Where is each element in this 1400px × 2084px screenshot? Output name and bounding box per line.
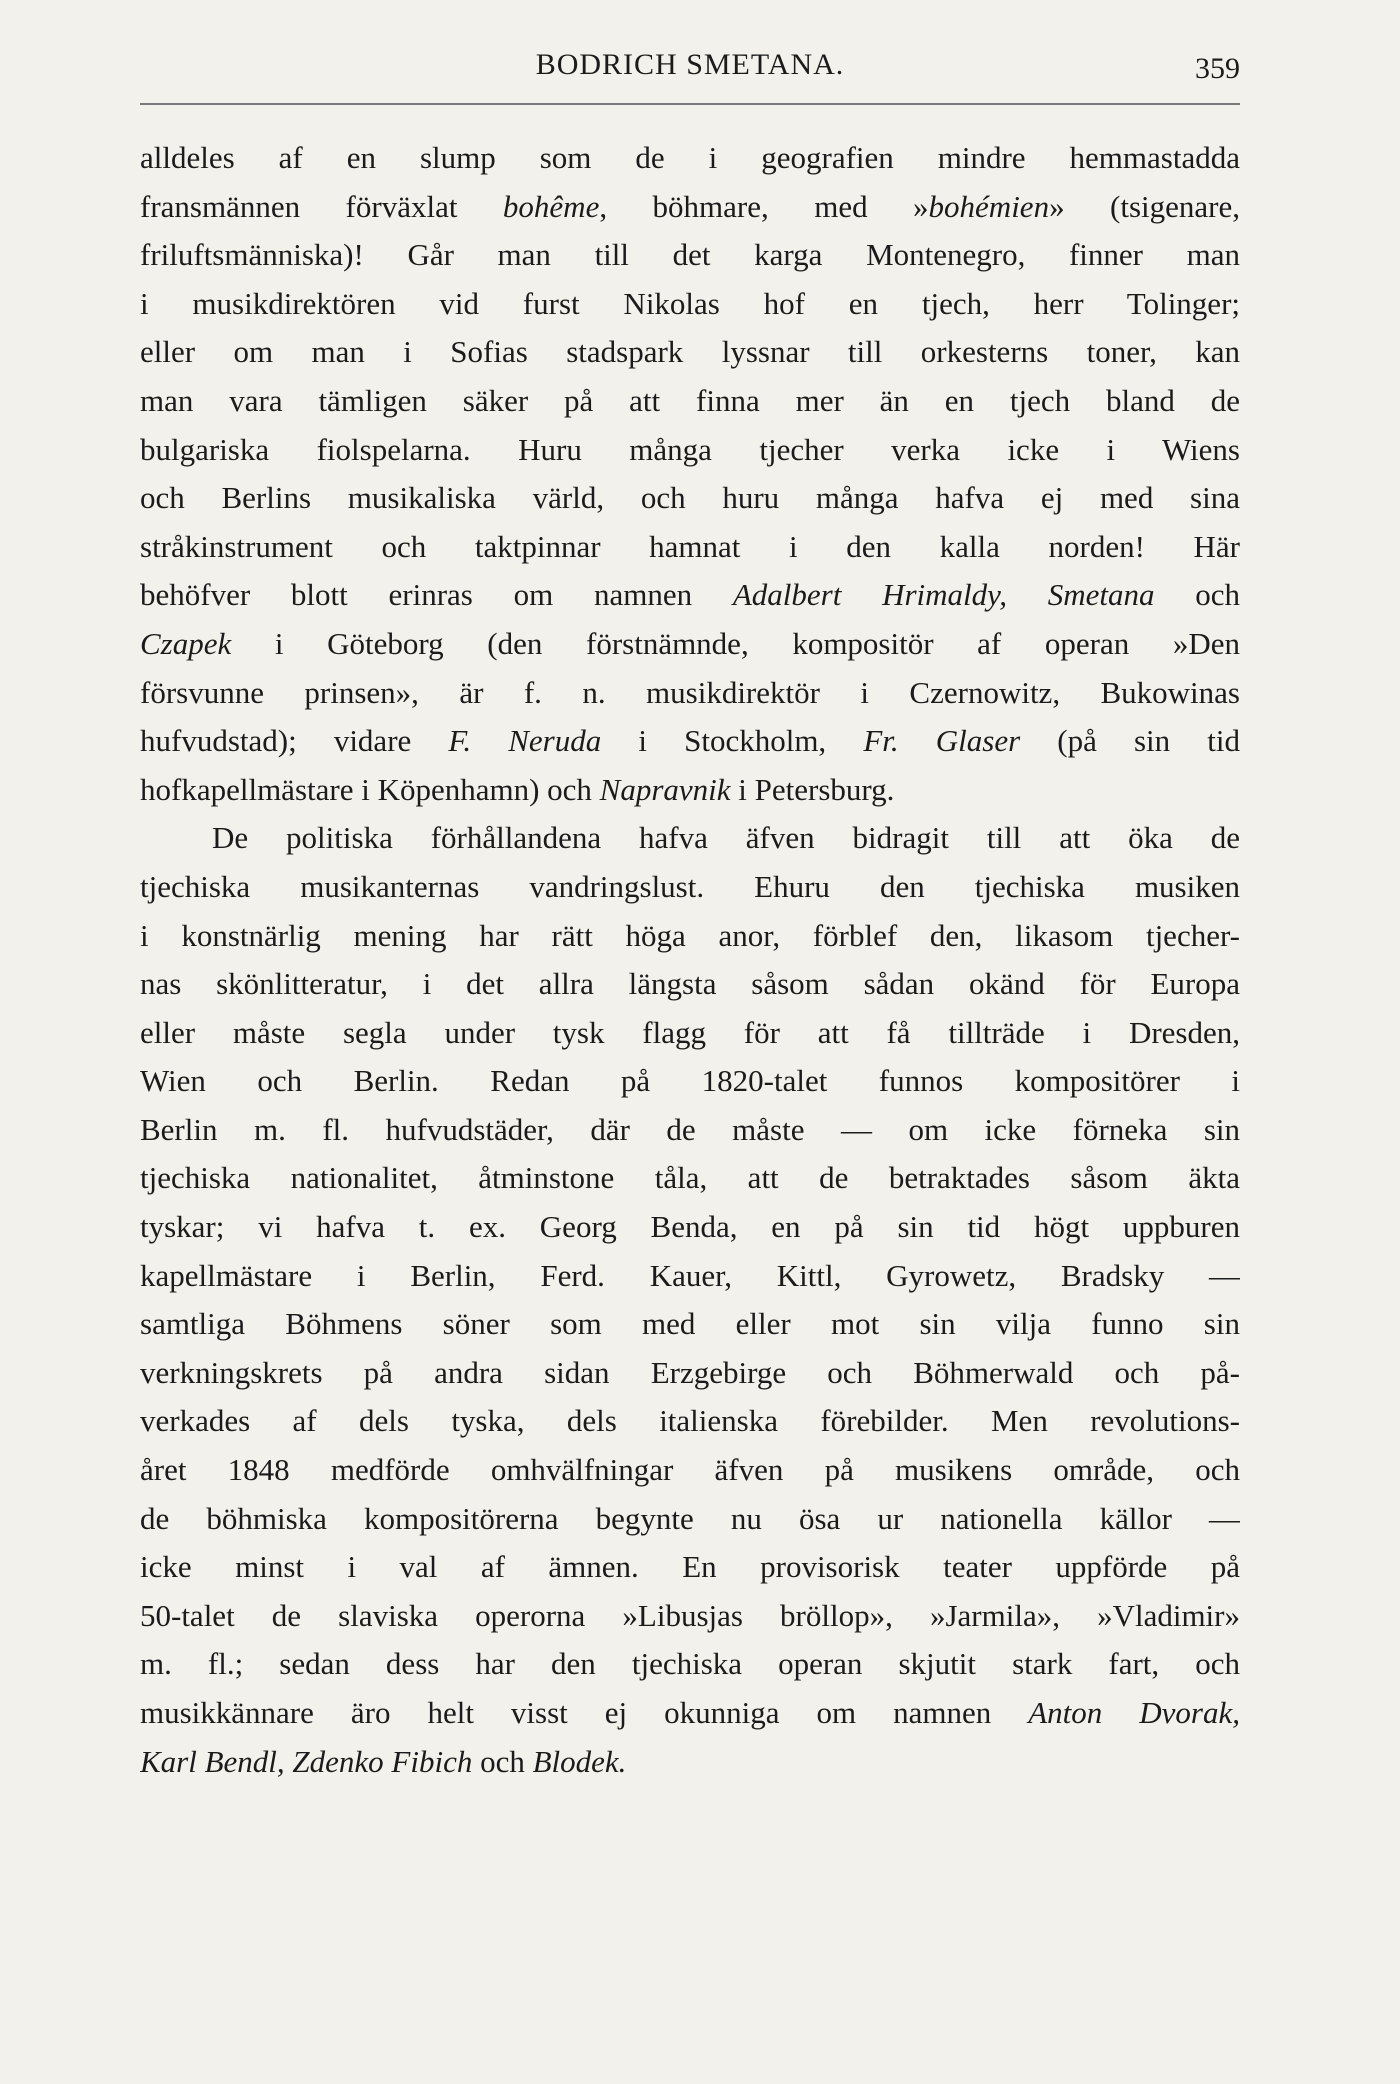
text-run: och Berlins musikaliska värld, och huru många hafva ej med sina xyxy=(140,480,1240,516)
text-line xyxy=(140,571,1240,620)
text-line xyxy=(140,863,1240,912)
text-run: Wien och Berlin. Redan på 1820-talet funnos kompositörer i xyxy=(140,1063,1240,1099)
text-run: stråkinstrument och taktpinnar hamnat i den kalla norden! Här xyxy=(140,528,1240,564)
text-line xyxy=(140,1543,1240,1592)
text-line xyxy=(140,1057,1240,1106)
text-run: bulgariska fiolspelarna. Huru många tjecher verka icke i Wiens xyxy=(140,431,1240,467)
text-run: m. fl.; sedan dess har den tjechiska operan skjutit stark fart, och xyxy=(140,1646,1240,1682)
text-line xyxy=(140,1252,1240,1301)
text-line xyxy=(140,134,1240,183)
text-line xyxy=(140,766,1240,815)
text-run: i musikdirektören vid furst Nikolas hof en tjech, herr Tolinger; xyxy=(140,285,1240,321)
page-header xyxy=(140,48,1240,96)
text-run: samtliga Böhmens söner som med eller mot sin vilja funno sin xyxy=(140,1306,1240,1342)
text-run: året 1848 medförde omhvälfningar äfven på musikens område, och xyxy=(140,1452,1240,1488)
text-line xyxy=(140,1640,1240,1689)
text-run: tyskar; vi hafva t. ex. Georg Benda, en på sin tid högt uppburen xyxy=(140,1209,1240,1245)
text-line xyxy=(140,328,1240,377)
text-line xyxy=(140,1495,1240,1544)
text-run: verkades af dels tyska, dels italienska förebilder. Men revolutions- xyxy=(140,1403,1240,1439)
text-line xyxy=(140,1203,1240,1252)
text-line xyxy=(140,1106,1240,1155)
text-line xyxy=(140,717,1240,766)
text-line xyxy=(140,523,1240,572)
text-run: , böhmare, med » xyxy=(599,188,929,224)
text-run: eller om man i Sofias stadspark lyssnar till orkesterns toner, kan xyxy=(140,334,1240,370)
text-line xyxy=(140,1154,1240,1203)
text-run: icke minst i val af ämnen. En provisorisk teater uppförde på xyxy=(140,1549,1240,1585)
text-run: tjechiska musikanternas vandringslust. Ehuru den tjechiska musiken xyxy=(140,868,1240,904)
text-run: nas skönlitteratur, i det allra längsta såsom sådan okänd för Europa xyxy=(140,966,1240,1002)
text-line xyxy=(140,620,1240,669)
text-run: i konstnärlig mening har rätt höga anor, förblef den, likasom tjecher- xyxy=(140,917,1240,953)
running-title: BODRICH SMETANA. xyxy=(535,48,845,81)
text-line xyxy=(140,1446,1240,1495)
text-run: Berlin m. fl. hufvudstäder, där de måste — om icke förneka sin xyxy=(140,1111,1240,1147)
text-line xyxy=(140,1300,1240,1349)
text-run: de böhmiska kompositörerna begynte nu ösa ur nationella källor — xyxy=(140,1500,1240,1536)
body-text xyxy=(140,134,1240,1786)
text-run: och xyxy=(1154,577,1240,613)
text-line xyxy=(140,814,1240,863)
text-run: man vara tämligen säker på att finna mer än en tjech bland de xyxy=(140,382,1240,418)
text-run: De politiska förhållandena hafva äfven bidragit till att öka de xyxy=(212,820,1240,856)
text-run: verkningskrets på andra sidan Erzgebirge och Böhmerwald och på- xyxy=(140,1354,1240,1390)
text-run: och xyxy=(472,1743,533,1779)
text-line xyxy=(140,1349,1240,1398)
italic-name: Blodek. xyxy=(532,1743,627,1779)
text-line xyxy=(140,1397,1240,1446)
text-run: fransmännen förväxlat xyxy=(140,188,503,224)
text-run: (på sin tid xyxy=(1020,723,1240,759)
text-run: i Stockholm, xyxy=(601,723,864,759)
italic-name: bohémien xyxy=(928,188,1050,224)
text-run: hofkapellmästare i Köpenhamn) och xyxy=(140,771,600,807)
text-run: eller måste segla under tysk flagg för att få tillträde i Dresden, xyxy=(140,1014,1240,1050)
text-line xyxy=(140,183,1240,232)
text-run: i Petersburg. xyxy=(730,771,895,807)
text-line xyxy=(140,1689,1240,1738)
text-line xyxy=(140,960,1240,1009)
text-line xyxy=(140,669,1240,718)
text-line xyxy=(140,426,1240,475)
italic-name: Napravnik xyxy=(599,771,731,807)
italic-name: Adalbert Hrimaldy, Smetana xyxy=(732,577,1155,613)
text-run: försvunne prinsen», är f. n. musikdirektör i Czernowitz, Bukowinas xyxy=(140,674,1240,710)
header-rule xyxy=(140,103,1240,105)
text-line xyxy=(140,1592,1240,1641)
text-run: hufvudstad); vidare xyxy=(140,723,449,759)
italic-name: Fr. Glaser xyxy=(863,723,1021,759)
italic-name: bohême xyxy=(502,188,600,224)
text-run: i Göteborg (den förstnämnde, kompositör af operan »Den xyxy=(231,625,1240,661)
text-line xyxy=(140,912,1240,961)
text-run: » (tsigenare, xyxy=(1049,188,1240,224)
italic-name: Anton Dvorak, xyxy=(1028,1695,1240,1730)
text-line xyxy=(140,1009,1240,1058)
italic-name: Czapek xyxy=(140,625,232,661)
text-line xyxy=(140,1738,1240,1787)
page-number: 359 xyxy=(1195,52,1240,85)
text-line xyxy=(140,231,1240,280)
text-run: behöfver blott erinras om namnen xyxy=(140,577,733,613)
text-run: kapellmästare i Berlin, Ferd. Kauer, Kittl, Gyrowetz, Bradsky — xyxy=(140,1257,1240,1293)
italic-name: F. Neruda xyxy=(448,723,602,759)
text-line xyxy=(140,474,1240,523)
text-line xyxy=(140,377,1240,426)
text-run: 50-talet de slaviska operorna »Libusjas bröllop», »Jarmila», »Vladimir» xyxy=(140,1597,1240,1633)
text-run: friluftsmänniska)! Går man till det karga Montenegro, finner man xyxy=(140,237,1240,273)
italic-name: Karl Bendl, Zdenko Fibich xyxy=(140,1743,473,1779)
text-run: tjechiska nationalitet, åtminstone tåla, att de betraktades såsom äkta xyxy=(140,1160,1240,1196)
text-run: alldeles af en slump som de i geografien mindre hemmastadda xyxy=(140,140,1240,175)
text-run: musikkännare äro helt visst ej okunniga om namnen xyxy=(140,1695,1029,1730)
text-line xyxy=(140,280,1240,329)
